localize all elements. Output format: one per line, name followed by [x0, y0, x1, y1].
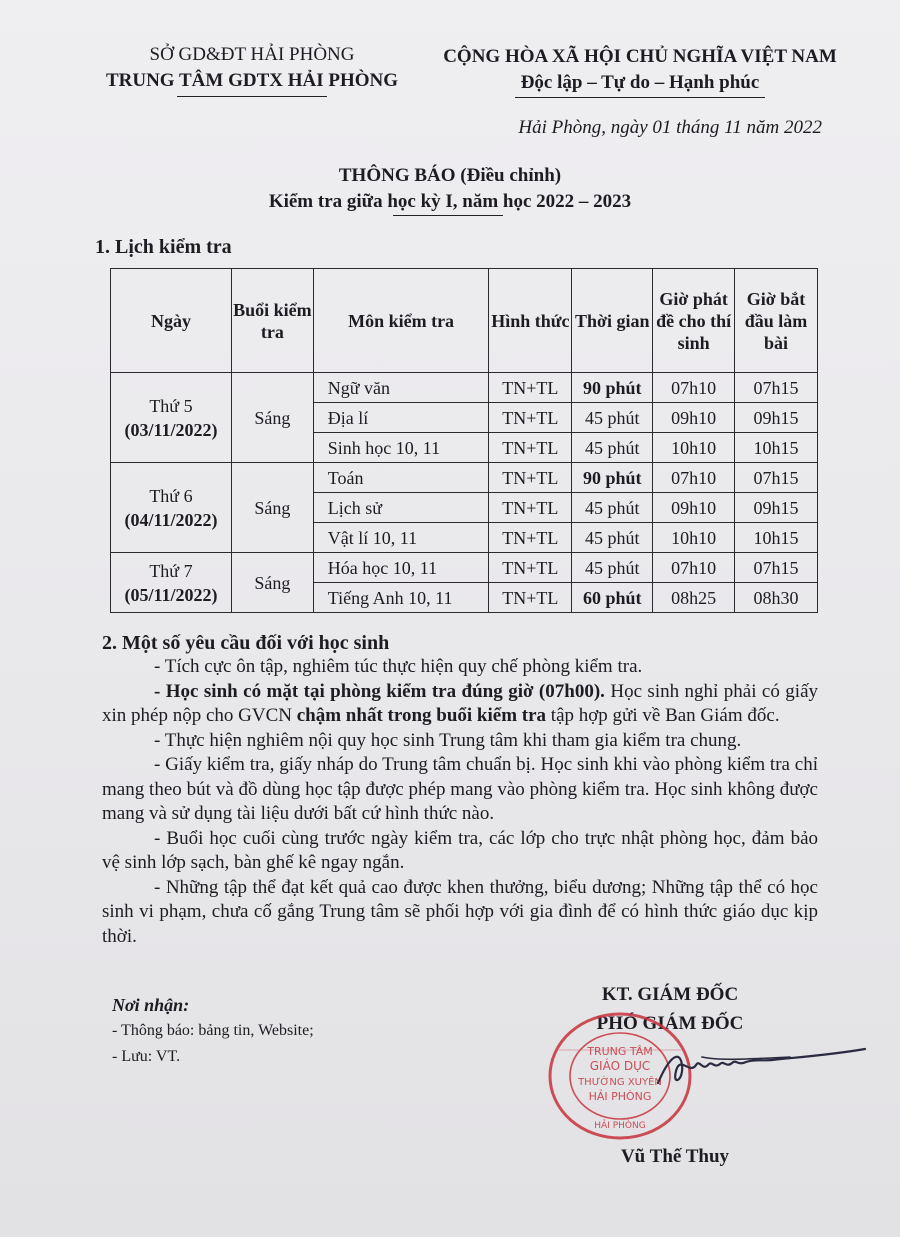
title-underline: [393, 215, 503, 216]
subject-cell: Ngữ văn: [313, 373, 489, 403]
form-cell: TN+TL: [489, 463, 572, 493]
start-time-cell: 08h30: [735, 583, 818, 613]
national-header: [430, 44, 850, 98]
recipients-heading: Nơi nhận:: [112, 995, 190, 1015]
body-text: - Những tập thể đạt kết quả cao được khen thưởng, biểu dương; Những tập thể có học sinh vi phạm, chưa cố gắng Trung tâm sẽ phối hợp với gia đình để có hình thức giáo dục kịp thời.: [102, 876, 818, 947]
recipient-item: - Lưu: VT.: [112, 1048, 181, 1065]
start-time-cell: 07h15: [735, 373, 818, 403]
table-row: [111, 553, 818, 583]
duration-cell: 60 phút: [572, 583, 653, 613]
signer-role-line-2: PHÓ GIÁM ĐỐC: [596, 1013, 744, 1034]
requirement-paragraph: [102, 729, 818, 754]
title-line-2: Kiểm tra giữa học kỳ I, năm học 2022 – 2023: [268, 191, 632, 212]
handout-time-cell: 07h10: [653, 553, 735, 583]
column-header: Thời gian: [572, 269, 653, 373]
handout-time-cell: 09h10: [653, 403, 735, 433]
section-2-heading: 2. Một số yêu cầu đối với học sinh: [102, 632, 390, 654]
start-time-cell: 09h15: [735, 403, 818, 433]
column-header: Giờ phát đề cho thí sinh: [653, 269, 735, 373]
day-date: (03/11/2022): [124, 419, 218, 440]
signer-role-line-1: KT. GIÁM ĐỐC: [601, 984, 739, 1005]
requirement-paragraph: [102, 876, 818, 950]
day-date: (04/11/2022): [124, 509, 218, 530]
day-date: (05/11/2022): [124, 584, 218, 605]
day-name: Thứ 5: [149, 395, 193, 416]
stamp-text-3: THƯỜNG XUYÊN: [578, 1077, 662, 1088]
title-line-1: THÔNG BÁO (Điều chỉnh): [338, 165, 562, 186]
stamp-text-1: TRUNG TÂM: [587, 1045, 653, 1058]
table-header-row: [111, 269, 818, 373]
stamp-text-4: HẢI PHÒNG: [588, 1090, 652, 1103]
start-time-cell: 10h15: [735, 523, 818, 553]
column-header: Ngày: [111, 269, 232, 373]
body-text: - Giấy kiểm tra, giấy nháp do Trung tâm chuẩn bị. Học sinh khi vào phòng kiểm tra chỉ mang theo bút và đồ dùng học tập được phép mang vào phòng kiểm tra. Học sinh không được mang và sử dụng tài liệu dưới bất cứ hình thức nào.: [102, 754, 818, 824]
table-body: [111, 373, 818, 613]
center-name: TRUNG TÂM GDTX HẢI PHÒNG: [105, 70, 399, 91]
requirement-paragraph: [102, 753, 818, 827]
handout-time-cell: 07h10: [653, 373, 735, 403]
form-cell: TN+TL: [489, 433, 572, 463]
handout-time-cell: 10h10: [653, 523, 735, 553]
table-row: [111, 373, 818, 403]
date-line: Hải Phòng, ngày 01 tháng 11 năm 2022: [518, 117, 822, 138]
national-motto: Độc lập – Tự do – Hạnh phúc: [520, 72, 760, 93]
emphasis-text: chậm nhất trong buổi kiểm tra: [296, 705, 547, 726]
requirement-paragraph: [102, 827, 818, 876]
issuer-header: [92, 42, 412, 97]
requirements-text: [102, 655, 818, 949]
day-name: Thứ 7: [149, 560, 193, 581]
exam-schedule-table: [110, 268, 818, 613]
session-cell: Sáng: [231, 463, 313, 553]
start-time-cell: 07h15: [735, 553, 818, 583]
subject-cell: Vật lí 10, 11: [313, 523, 489, 553]
column-header: Buổi kiểm tra: [231, 269, 313, 373]
requirement-paragraph: [102, 680, 818, 729]
subject-cell: Hóa học 10, 11: [313, 553, 489, 583]
duration-cell: 45 phút: [572, 553, 653, 583]
form-cell: TN+TL: [489, 583, 572, 613]
day-cell: [111, 553, 232, 613]
handout-time-cell: 08h25: [653, 583, 735, 613]
signer-name: Vũ Thế Thuy: [620, 1146, 730, 1167]
stamp-text-2: GIÁO DỤC: [589, 1059, 651, 1073]
column-header: Môn kiểm tra: [313, 269, 489, 373]
section-1-heading: 1. Lịch kiểm tra: [95, 236, 232, 258]
table-row: [111, 463, 818, 493]
form-cell: TN+TL: [489, 493, 572, 523]
stamp-ring-text: HẢI PHÒNG: [594, 1121, 646, 1131]
header-underline: [177, 96, 327, 97]
subject-cell: Sinh học 10, 11: [313, 433, 489, 463]
duration-cell: 45 phút: [572, 433, 653, 463]
handout-time-cell: 09h10: [653, 493, 735, 523]
day-name: Thứ 6: [149, 485, 193, 506]
day-cell: [111, 373, 232, 463]
agency-name: SỞ GD&ĐT HẢI PHÒNG: [149, 44, 355, 65]
subject-cell: Tiếng Anh 10, 11: [313, 583, 489, 613]
session-cell: Sáng: [231, 373, 313, 463]
duration-cell: 90 phút: [572, 373, 653, 403]
column-header: Giờ bắt đầu làm bài: [735, 269, 818, 373]
handout-time-cell: 07h10: [653, 463, 735, 493]
column-header: Hình thức: [489, 269, 572, 373]
duration-cell: 45 phút: [572, 403, 653, 433]
day-cell: [111, 463, 232, 553]
form-cell: TN+TL: [489, 523, 572, 553]
duration-cell: 90 phút: [572, 463, 653, 493]
recipients-block: [112, 992, 314, 1070]
start-time-cell: 09h15: [735, 493, 818, 523]
start-time-cell: 07h15: [735, 463, 818, 493]
subject-cell: Lịch sử: [313, 493, 489, 523]
body-text: - Buổi học cuối cùng trước ngày kiểm tra, các lớp cho trực nhật phòng học, đảm bảo vệ sinh lớp sạch, bàn ghế kê ngay ngắn.: [102, 827, 818, 873]
start-time-cell: 10h15: [735, 433, 818, 463]
requirement-paragraph: [102, 655, 818, 680]
country-name: CỘNG HÒA XÃ HỘI CHỦ NGHĨA VIỆT NAM: [443, 46, 837, 67]
body-text: - Tích cực ôn tập, nghiêm túc thực hiện quy chế phòng kiểm tra.: [154, 656, 643, 677]
body-text: Học sinh nghỉ phải có giấy xin phép nộp cho GVCN: [102, 680, 818, 726]
handout-time-cell: 10h10: [653, 433, 735, 463]
motto-underline: [515, 97, 765, 98]
handwritten-signature: [640, 1035, 875, 1095]
duration-cell: 45 phút: [572, 523, 653, 553]
body-text: - Thực hiện nghiêm nội quy học sinh Trung tâm khi tham gia kiểm tra chung.: [154, 729, 742, 751]
duration-cell: 45 phút: [572, 493, 653, 523]
emphasis-text: - Học sinh có mặt tại phòng kiểm tra đúng giờ (07h00).: [154, 680, 605, 702]
session-cell: Sáng: [231, 553, 313, 613]
body-text: tập hợp gửi về Ban Giám đốc.: [546, 705, 780, 726]
form-cell: TN+TL: [489, 373, 572, 403]
document-title: [0, 163, 900, 216]
subject-cell: Địa lí: [313, 403, 489, 433]
recipient-item: - Thông báo: bảng tin, Website;: [112, 1022, 314, 1039]
subject-cell: Toán: [313, 463, 489, 493]
form-cell: TN+TL: [489, 403, 572, 433]
form-cell: TN+TL: [489, 553, 572, 583]
